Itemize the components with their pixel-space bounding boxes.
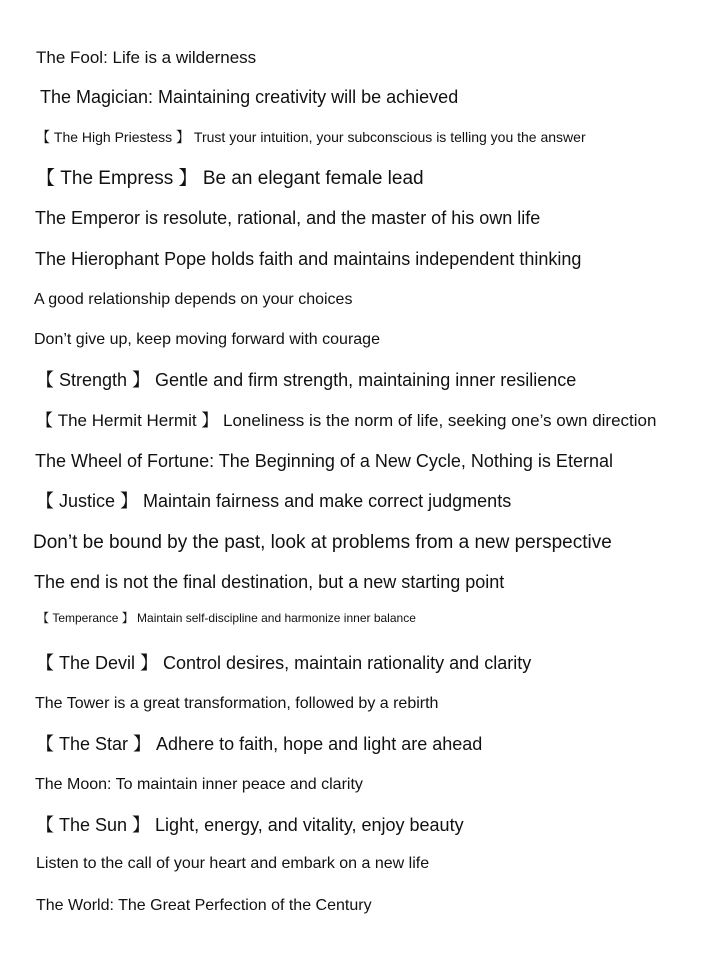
- line-high-priestess: 【 The High Priestess 】 Trust your intuition, your subconscious is telling you the answer: [36, 129, 586, 145]
- line-tower: The Tower is a great transformation, followed by a rebirth: [35, 695, 439, 712]
- line-judgement: Listen to the call of your heart and embark on a new life: [36, 855, 430, 872]
- line-lovers: A good relationship depends on your choices: [34, 291, 353, 308]
- line-world: The World: The Great Perfection of the Century: [36, 897, 372, 914]
- line-emperor: The Emperor is resolute, rational, and the master of his own life: [35, 208, 541, 228]
- line-hierophant: The Hierophant Pope holds faith and maintains independent thinking: [35, 249, 582, 269]
- line-magician: The Magician: Maintaining creativity will be achieved: [40, 87, 459, 107]
- line-wheel-of-fortune: The Wheel of Fortune: The Beginning of a New Cycle, Nothing is Eternal: [35, 451, 613, 471]
- line-fool: The Fool: Life is a wilderness: [36, 48, 257, 67]
- line-strength: 【 Strength 】 Gentle and firm strength, maintaining inner resilience: [36, 370, 577, 390]
- line-chariot: Don’t give up, keep moving forward with courage: [34, 331, 380, 348]
- line-empress: 【 The Empress 】 Be an elegant female lead: [36, 168, 424, 189]
- line-moon: The Moon: To maintain inner peace and clarity: [35, 776, 363, 793]
- line-justice: 【 Justice 】 Maintain fairness and make correct judgments: [36, 491, 512, 511]
- line-devil: 【 The Devil 】 Control desires, maintain rationality and clarity: [36, 653, 532, 673]
- line-death: The end is not the final destination, but a new starting point: [34, 572, 505, 592]
- line-temperance: 【 Temperance 】 Maintain self-discipline and harmonize inner balance: [37, 611, 416, 625]
- line-sun: 【 The Sun 】 Light, energy, and vitality, enjoy beauty: [36, 815, 464, 835]
- line-star: 【 The Star 】 Adhere to faith, hope and light are ahead: [36, 734, 483, 754]
- line-hermit: 【 The Hermit Hermit 】 Loneliness is the norm of life, seeking one’s own direction: [36, 411, 657, 430]
- line-hanged-man: Don’t be bound by the past, look at problems from a new perspective: [33, 532, 612, 553]
